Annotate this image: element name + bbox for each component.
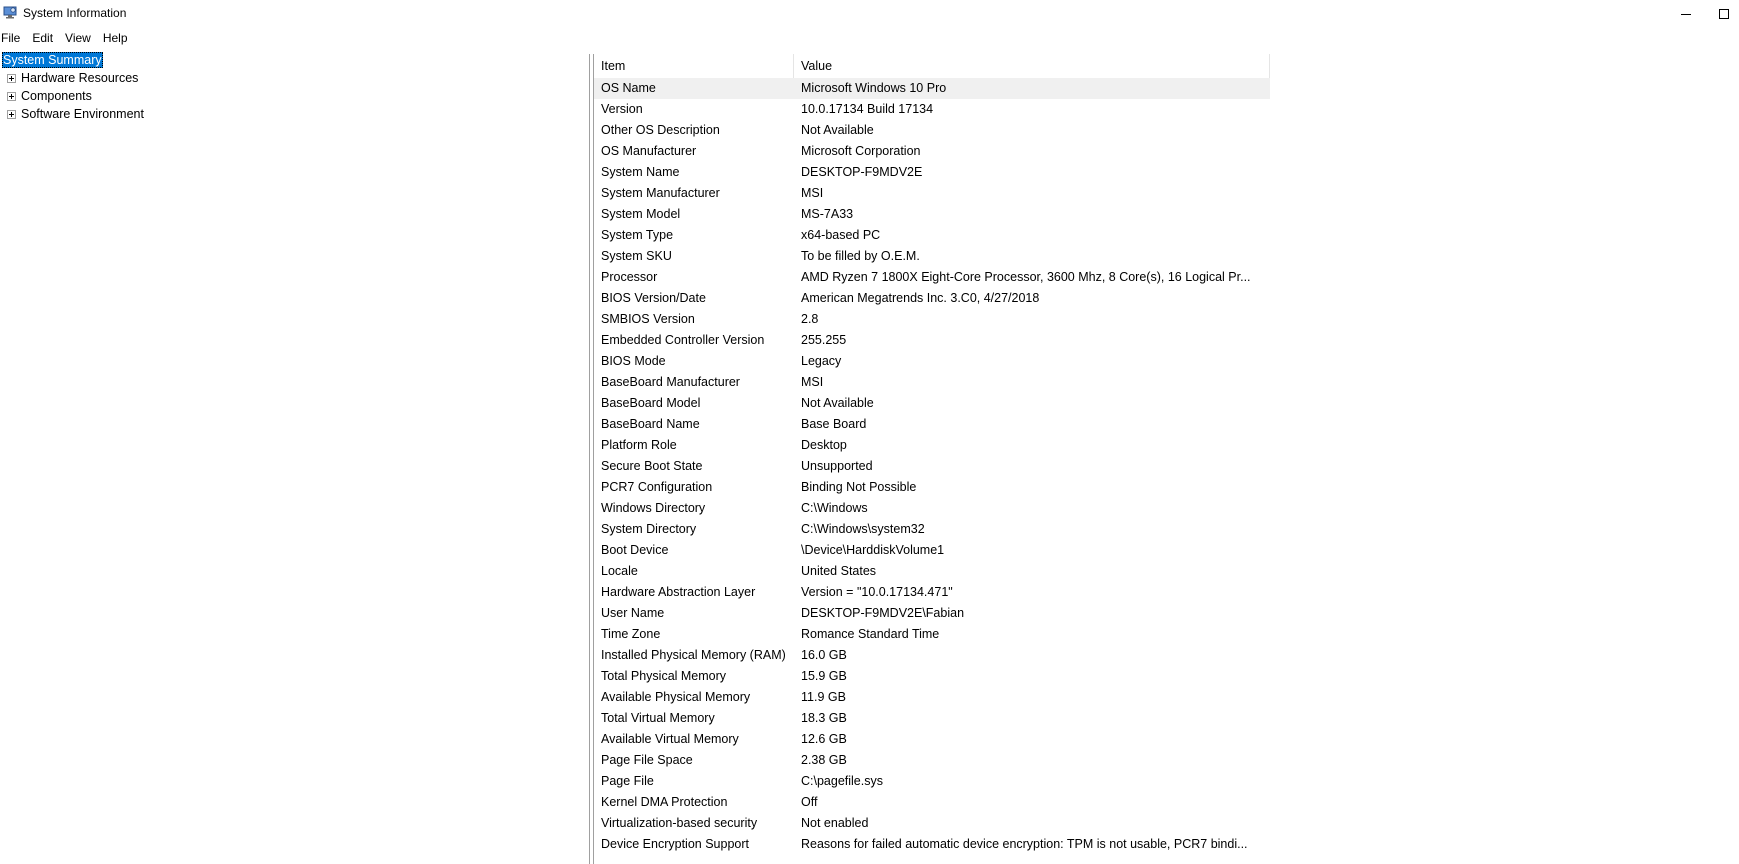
row-item-cell: Installed Physical Memory (RAM) [601,648,786,662]
row-item-cell: Time Zone [601,627,661,641]
row-item-cell: Total Physical Memory [601,669,727,683]
row-value-cell: C:\pagefile.sys [801,774,883,788]
row-value-cell: C:\Windows\system32 [801,522,925,536]
menu-help[interactable]: Help [102,31,128,45]
row-value-cell: Off [801,795,818,809]
row-item-cell: System Name [601,165,680,179]
row-item-cell: BaseBoard Manufacturer [601,375,740,389]
menu-edit[interactable]: Edit [32,31,54,45]
row-value-cell: \Device\HarddiskVolume1 [801,543,945,557]
row-value-cell: Base Board [801,417,867,431]
row-item-cell: Available Virtual Memory [601,732,739,746]
category-tree [0,54,590,864]
row-item-cell: Virtualization-based security [601,816,758,830]
row-item-cell: OS Name [601,81,656,95]
row-value-cell: To be filled by O.E.M. [801,249,920,263]
row-value-cell: MS-7A33 [801,207,854,221]
maximize-button[interactable] [1709,0,1739,28]
row-item-cell: Locale [601,564,638,578]
row-item-cell: Device Encryption Support [601,837,749,851]
table-row[interactable] [594,771,1270,792]
row-item-cell: Page File Space [601,753,693,767]
table-row[interactable] [594,225,1270,246]
row-item-cell: System Manufacturer [601,186,720,200]
table-row[interactable] [594,141,1270,162]
table-row[interactable] [594,183,1270,204]
expand-icon[interactable] [7,92,16,101]
tree-item-label[interactable]: Hardware Resources [21,71,139,85]
row-item-cell: System Model [601,207,681,221]
table-row[interactable] [594,792,1270,813]
maximize-icon [1719,9,1729,19]
row-value-cell: 10.0.17134 Build 17134 [801,102,934,116]
tree-item-hardware-resources[interactable] [7,69,139,87]
table-row[interactable] [594,99,1270,120]
row-value-cell: MSI [801,186,824,200]
row-value-cell: Version = "10.0.17134.471" [801,585,953,599]
row-value-cell: x64-based PC [801,228,881,242]
row-value-cell: Not Available [801,396,874,410]
row-item-cell: SMBIOS Version [601,312,695,326]
row-item-cell: BaseBoard Name [601,417,700,431]
row-item-cell: PCR7 Configuration [601,480,713,494]
row-item-cell: BaseBoard Model [601,396,701,410]
tree-item-label[interactable]: System Summary [3,53,102,67]
row-value-cell: DESKTOP-F9MDV2E\Fabian [801,606,965,620]
row-item-cell: Platform Role [601,438,677,452]
row-value-cell: C:\Windows [801,501,868,515]
list-header [594,54,1270,78]
row-item-cell: System Directory [601,522,697,536]
column-header-item[interactable]: Item [594,54,794,78]
row-value-cell: 18.3 GB [801,711,847,725]
table-row[interactable] [594,498,1270,519]
row-value-cell: Microsoft Corporation [801,144,921,158]
menu-file[interactable]: File [1,31,21,45]
row-value-cell: 15.9 GB [801,669,847,683]
row-value-cell: 255.255 [801,333,847,347]
table-row[interactable] [594,162,1270,183]
table-row[interactable] [594,645,1270,666]
table-row[interactable] [594,666,1270,687]
table-row[interactable] [594,813,1270,834]
table-row[interactable] [594,435,1270,456]
row-item-cell: Other OS Description [601,123,720,137]
column-header-value[interactable]: Value [794,54,1270,78]
table-row[interactable] [594,729,1270,750]
row-value-cell: Reasons for failed automatic device encryption: TPM is not usable, PCR7 bindi... [801,837,1248,851]
system-information-icon [3,6,17,19]
row-item-cell: Embedded Controller Version [601,333,765,347]
row-item-cell: System SKU [601,249,672,263]
row-value-cell: 2.8 [801,312,819,326]
table-row[interactable] [594,519,1270,540]
row-item-cell: User Name [601,606,665,620]
row-value-cell: 16.0 GB [801,648,847,662]
table-row[interactable] [594,540,1270,561]
row-value-cell: United States [801,564,877,578]
table-row[interactable] [594,477,1270,498]
row-value-cell: Legacy [801,354,842,368]
tree-item-label[interactable]: Components [21,89,92,103]
row-value-cell: Desktop [801,438,847,452]
row-item-cell: Hardware Abstraction Layer [601,585,756,599]
row-item-cell: Page File [601,774,654,788]
row-value-cell: 2.38 GB [801,753,847,767]
table-row[interactable] [594,120,1270,141]
row-value-cell: Romance Standard Time [801,627,940,641]
table-row[interactable] [594,267,1270,288]
table-row[interactable] [594,309,1270,330]
row-item-cell: Version [601,102,643,116]
row-item-cell: Kernel DMA Protection [601,795,728,809]
table-row[interactable] [594,561,1270,582]
row-item-cell: System Type [601,228,674,242]
details-list [593,54,1739,864]
row-item-cell: Boot Device [601,543,669,557]
row-item-cell: Processor [601,270,658,284]
minimize-icon [1681,14,1691,15]
table-row[interactable] [594,834,1270,855]
table-row[interactable] [594,288,1270,309]
row-item-cell: Windows Directory [601,501,706,515]
row-value-cell: Binding Not Possible [801,480,917,494]
row-value-cell: American Megatrends Inc. 3.C0, 4/27/2018 [801,291,1040,305]
window-title: System Information [23,6,127,20]
table-row[interactable] [594,78,1270,99]
tree-item-system-summary[interactable] [2,51,103,69]
table-row[interactable] [594,351,1270,372]
row-item-cell: OS Manufacturer [601,144,697,158]
tree-item-software-environment[interactable] [7,105,145,123]
table-row[interactable] [594,414,1270,435]
menu-view[interactable]: View [65,31,91,45]
table-row[interactable] [594,750,1270,771]
table-row[interactable] [594,372,1270,393]
tree-item-label[interactable]: Software Environment [21,107,144,121]
table-row[interactable] [594,687,1270,708]
row-item-cell: Secure Boot State [601,459,703,473]
row-item-cell: Total Virtual Memory [601,711,715,725]
minimize-button[interactable] [1663,0,1709,28]
menu-bar [0,28,1739,48]
row-value-cell: Microsoft Windows 10 Pro [801,81,947,95]
table-row[interactable] [594,708,1270,729]
row-value-cell: MSI [801,375,824,389]
row-value-cell: 12.6 GB [801,732,847,746]
row-item-cell: BIOS Version/Date [601,291,706,305]
row-value-cell: AMD Ryzen 7 1800X Eight-Core Processor, 3600 Mhz, 8 Core(s), 16 Logical Pr... [801,270,1251,284]
row-value-cell: Unsupported [801,459,873,473]
table-row[interactable] [594,624,1270,645]
table-row[interactable] [594,246,1270,267]
tree-item-components[interactable] [7,87,93,105]
row-item-cell: BIOS Mode [601,354,666,368]
list-rows [594,78,1270,855]
row-value-cell: Not Available [801,123,874,137]
table-row[interactable] [594,393,1270,414]
table-row[interactable] [594,204,1270,225]
table-row[interactable] [594,456,1270,477]
row-value-cell: DESKTOP-F9MDV2E [801,165,923,179]
row-item-cell: Available Physical Memory [601,690,751,704]
expand-icon[interactable] [7,110,16,119]
row-value-cell: 11.9 GB [801,690,846,704]
expand-icon[interactable] [7,74,16,83]
table-row[interactable] [594,582,1270,603]
row-value-cell: Not enabled [801,816,869,830]
table-row[interactable] [594,603,1270,624]
table-row[interactable] [594,330,1270,351]
title-bar [0,0,1739,28]
